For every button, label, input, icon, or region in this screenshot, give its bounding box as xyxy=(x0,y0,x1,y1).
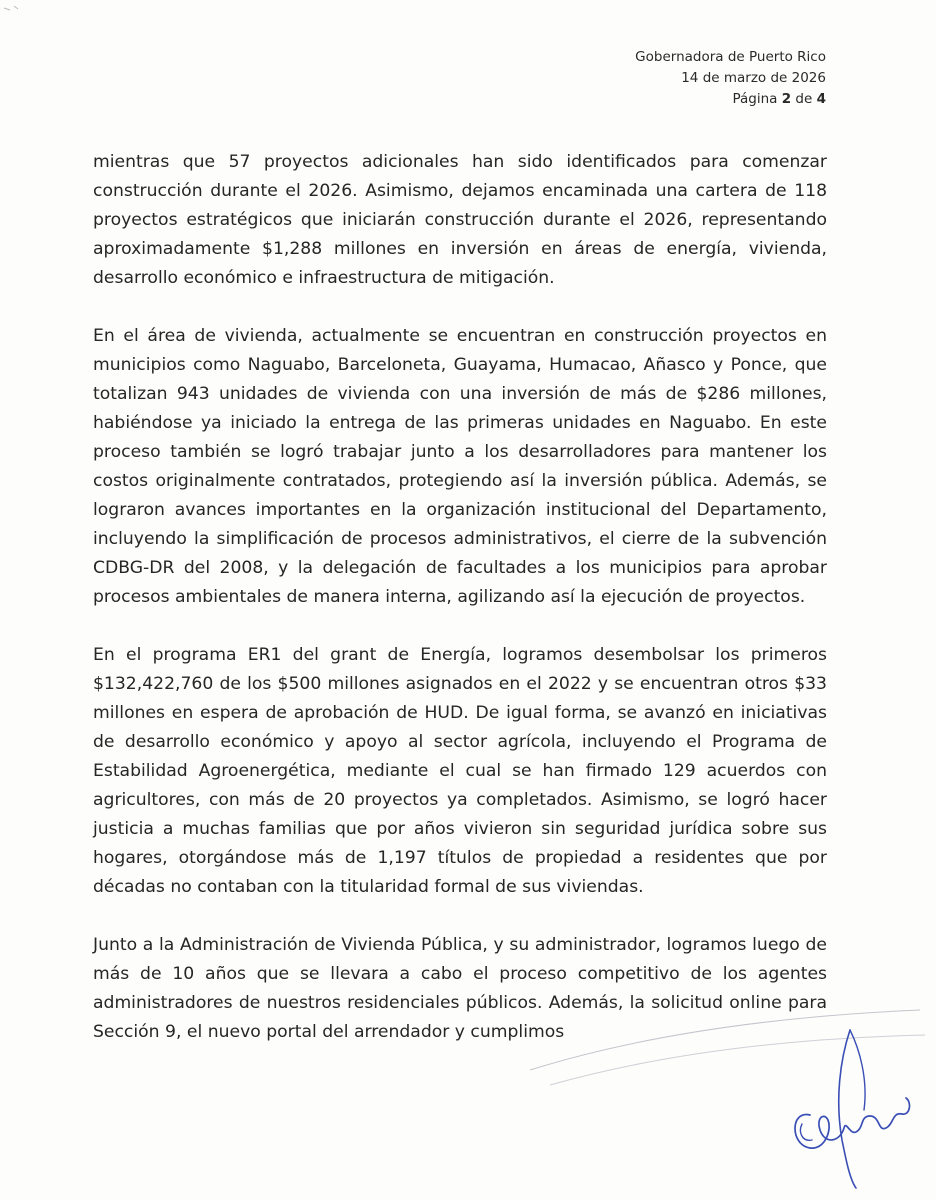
corner-mark xyxy=(0,0,40,20)
paragraph-1: mientras que 57 proyectos adicionales han sido identificados para comenzar construcción durante el 2026. Asimismo, dejamos encaminada una cartera de 118 proyectos estratégicos que iniciarán construcción durante el 2026, representando aproximadamente $1,288 millones en inversión en áreas de energía, vivienda, desarrollo económico e infraestructura de mitigación. xyxy=(93,152,827,288)
letter-header xyxy=(635,47,826,110)
page-total: 4 xyxy=(816,91,826,107)
page-separator: de xyxy=(795,91,813,107)
paragraph-2: En el área de vivienda, actualmente se encuentran en construcción proyectos en municipios como Naguabo, Barceloneta, Guayama, Humacao, Añasco y Ponce, que totalizan 943 unidades de vivienda con una inversión de más de $286 millones, habiéndose ya iniciado la entrega de las primeras unidades en Naguabo. En este proceso también se logró trabajar junto a los desarrolladores para mantener los costos originalmente contratados, protegiendo así la inversión pública. Además, se lograron avances importantes en la organización institucional del Departamento, incluyendo la simplificación de procesos administrativos, el cierre de la subvención CDBG-DR del 2008, y la delegación de facultades a los municipios para aprobar procesos ambientales de manera interna, agilizando así la ejecución de proyectos. xyxy=(93,326,827,607)
letter-body xyxy=(93,148,827,1076)
paragraph-3: En el programa ER1 del grant de Energía, logramos desembolsar los primeros $132,422,760 de los $500 millones asignados en el 2022 y se encuentran otros $33 millones en espera de aprobación de HUD. De igual forma, se avanzó en iniciativas de desarrollo económico y apoyo al sector agrícola, incluyendo el Programa de Estabilidad Agroenergética, mediante el cual se han firmado 129 acuerdos con agricultores, con más de 20 proyectos ya completados. Asimismo, se logró hacer justicia a muchas familias que por años vivieron sin seguridad jurídica sobre sus hogares, otorgándose más de 1,197 títulos de propiedad a residentes que por décadas no contaban con la titularidad formal de sus viviendas. xyxy=(93,645,827,897)
page-current: 2 xyxy=(781,91,792,107)
header-date: 14 de marzo de 2026 xyxy=(681,70,826,86)
header-addressee: Gobernadora de Puerto Rico xyxy=(635,49,826,65)
header-page-number xyxy=(635,89,826,110)
paragraph-4: Junto a la Administración de Vivienda Pública, y su administrador, logramos luego de más de 10 años que se llevara a cabo el proceso competitivo de los agentes administradores de nuestros residenciales públicos. Además, la solicitud online para Sección 9, el nuevo portal del arrendador y cumplimos xyxy=(93,935,827,1042)
handwritten-signature xyxy=(780,1020,920,1190)
page-prefix: Página xyxy=(732,91,778,107)
